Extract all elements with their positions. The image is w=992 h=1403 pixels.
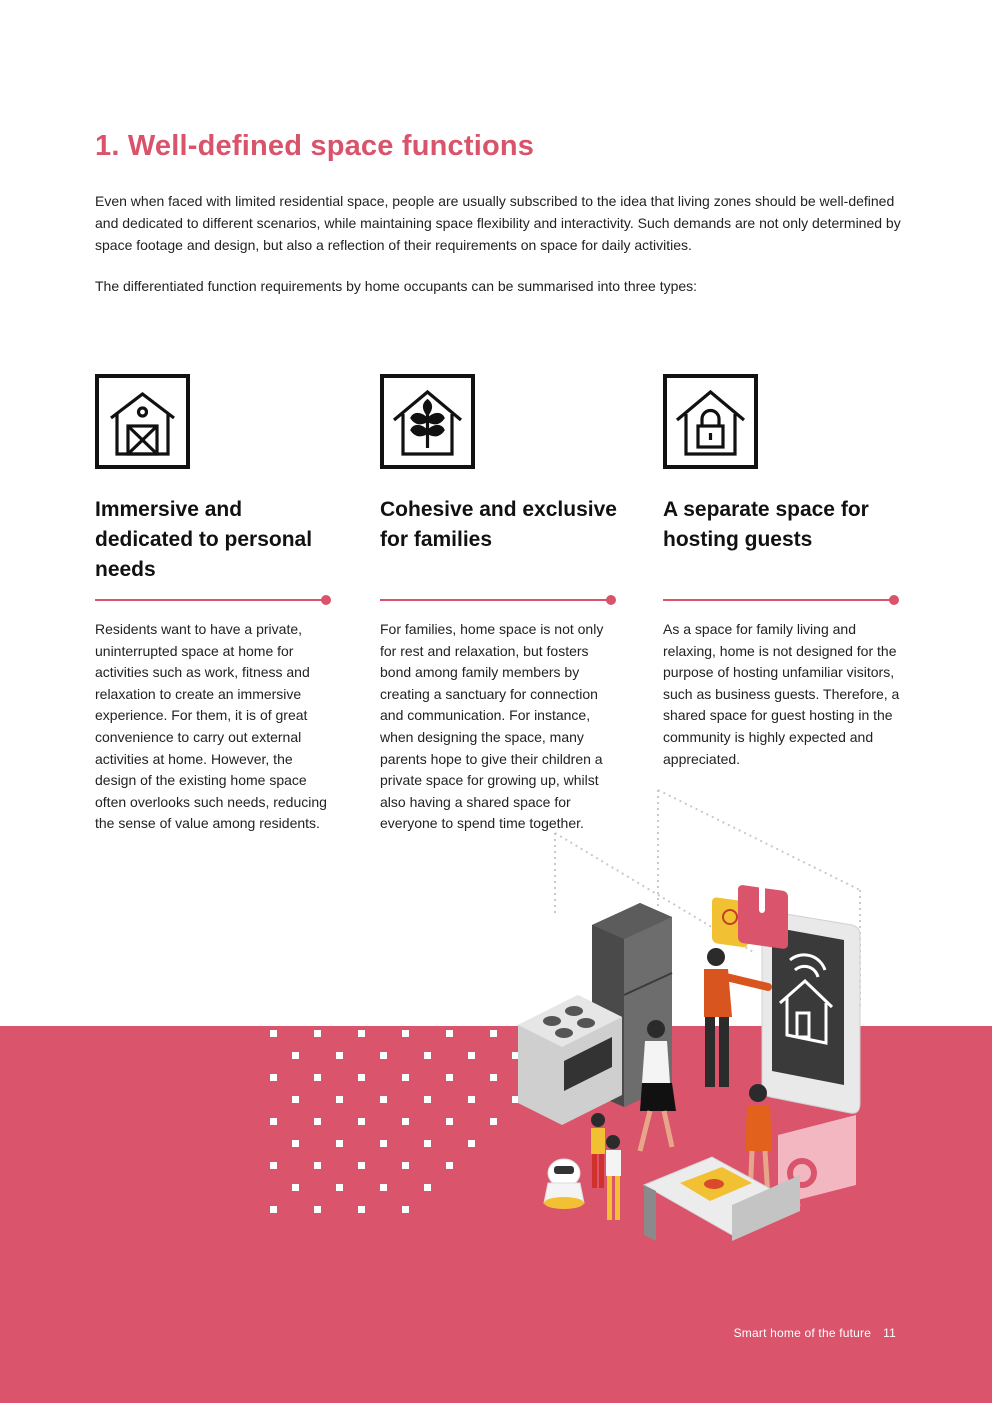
- column-body: Residents want to have a private, uninterrupted space at home for activities such as work, fitness and relaxation to create an immersive experience. For them, it is of great convenience to carry out external activities at home. However, the design of the existing home space often overlooks such needs, reducing the sense of value among residents.: [95, 621, 327, 832]
- column-families: [380, 374, 620, 835]
- column-personal-needs: [95, 374, 335, 835]
- divider: [380, 595, 616, 605]
- footer-title: Smart home of the future: [733, 1326, 872, 1340]
- lock-house-icon: [663, 374, 758, 469]
- column-body: As a space for family living and relaxing, home is not designed for the purpose of hosting unfamiliar visitors, such as business guests. Therefore, a shared space for guest hosting in the community is highly expected and appreciated.: [663, 621, 900, 767]
- column-body: For families, home space is not only for rest and relaxation, but fosters bond among family members by creating a sanctuary for connection and communication. For instance, when designing the space, many parents hope to give their children a private space for growing up, whilst also having a shared space for everyone to spend time together.: [380, 621, 604, 832]
- column-title: A separate space for hosting guests: [663, 498, 869, 551]
- intro-paragraph: Even when faced with limited residential space, people are usually subscribed to the idea that living zones should be well-defined and dedicated to different scenarios, while maintaining space flexibility and interactivity. Such demands are not only determined by space footage and design, but also a reflection of their requirements on space for daily activities.: [95, 193, 901, 253]
- smart-home-illustration: [500, 785, 900, 1245]
- column-title: Cohesive and exclusive for families: [380, 498, 617, 551]
- intro-summary: The differentiated function requirements by home occupants can be summarised into three types:: [95, 278, 698, 294]
- divider: [95, 595, 331, 605]
- column-title: Immersive and dedicated to personal needs: [95, 498, 313, 581]
- plant-house-icon: [380, 374, 475, 469]
- column-hosting-guests: [663, 374, 903, 770]
- divider: [663, 595, 899, 605]
- page-title: 1. Well-defined space functions: [95, 130, 535, 162]
- page-number: 11: [883, 1326, 896, 1340]
- page-footer: [734, 1326, 896, 1340]
- barn-house-icon: [95, 374, 190, 469]
